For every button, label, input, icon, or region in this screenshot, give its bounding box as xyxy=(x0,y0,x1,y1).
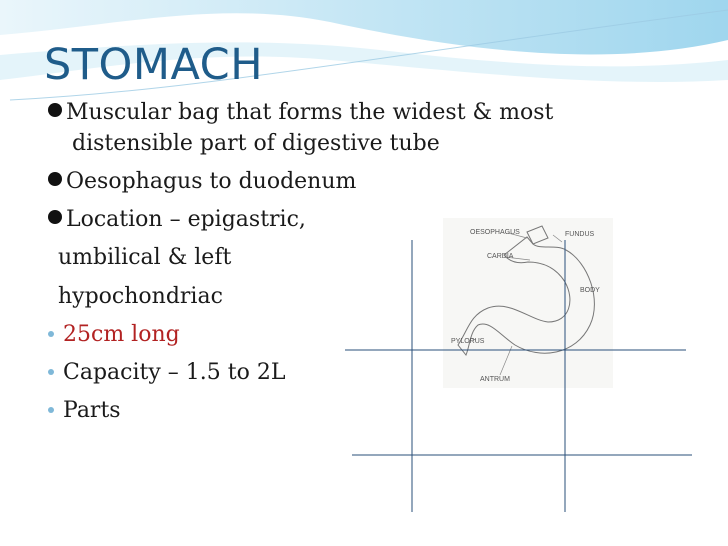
label-pylorus: PYLORUS xyxy=(451,338,485,345)
sub-bullet-2-text: Capacity – 1.5 to 2L xyxy=(63,360,286,385)
slide-title: STOMACH xyxy=(44,40,264,90)
sub-bullet-1-text: 25cm long xyxy=(63,322,180,347)
label-fundus: FUNDUS xyxy=(565,231,595,238)
continuation-line-1: umbilical & left xyxy=(58,245,232,270)
bullet-1-text-line1: Muscular bag that forms the widest & most xyxy=(66,100,554,125)
bullet-2-text: Oesophagus to duodenum xyxy=(66,169,357,194)
label-oesophagus: OESOPHAGUS xyxy=(470,229,520,236)
continuation-line-2: hypochondriac xyxy=(58,284,223,309)
label-antrum: ANTRUM xyxy=(480,376,510,383)
bullet-3-text: Location – epigastric, xyxy=(66,207,306,232)
label-body: BODY xyxy=(580,287,600,294)
diagram-background xyxy=(443,218,613,388)
bullet-1-continuation: distensible part of digestive tube xyxy=(72,131,440,156)
label-cardia: CARDIA xyxy=(487,253,514,260)
sub-bullet-3-text: Parts xyxy=(63,398,121,423)
